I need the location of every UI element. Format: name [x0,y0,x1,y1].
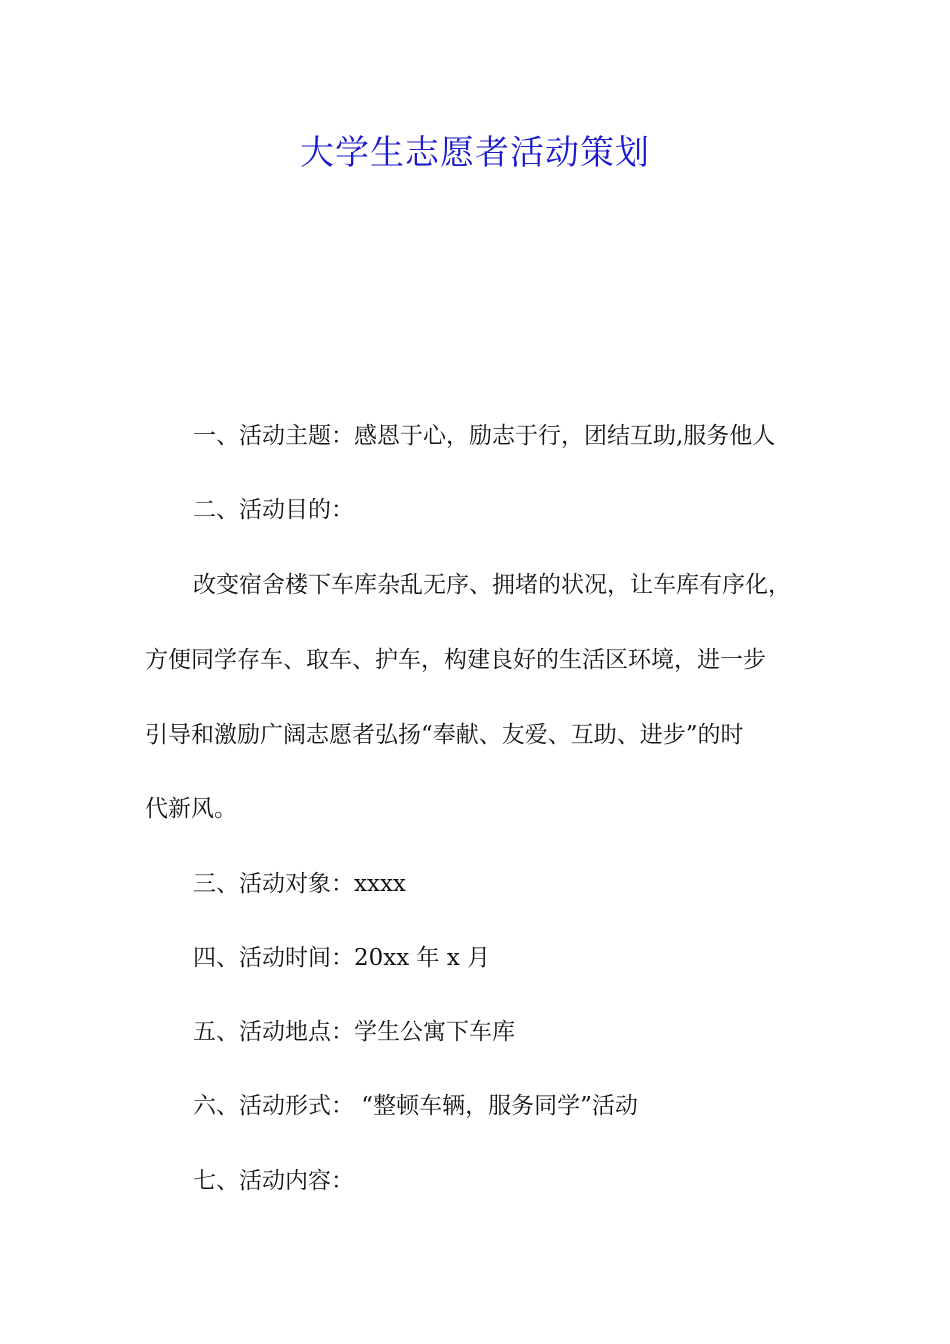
purpose-paragraph-line-4: 代新风。 [145,796,237,822]
section-purpose-heading: 二、活动目的： [193,497,354,523]
purpose-paragraph-line-2: 方便同学存车、取车、护车，构建良好的生活区环境，进一步 [145,647,766,673]
section-format: 六、活动形式： “整顿车辆，服务同学”活动 [193,1093,638,1119]
section-theme: 一、活动主题：感恩于心，励志于行，团结互助,服务他人 [193,423,776,449]
section-content-heading: 七、活动内容： [193,1168,354,1194]
document-title: 大学生志愿者活动策划 [300,133,650,173]
section-time: 四、活动时间：20xx 年 x 月 [193,945,491,971]
purpose-paragraph-line-3: 引导和激励广阔志愿者弘扬“奉献、友爱、互助、进步”的时 [145,722,744,748]
section-audience: 三、活动对象：xxxx [193,871,406,897]
purpose-paragraph-line-1: 改变宿舍楼下车库杂乱无序、拥堵的状况，让车库有序化， [193,572,791,598]
section-location: 五、活动地点：学生公寓下车库 [193,1019,515,1045]
